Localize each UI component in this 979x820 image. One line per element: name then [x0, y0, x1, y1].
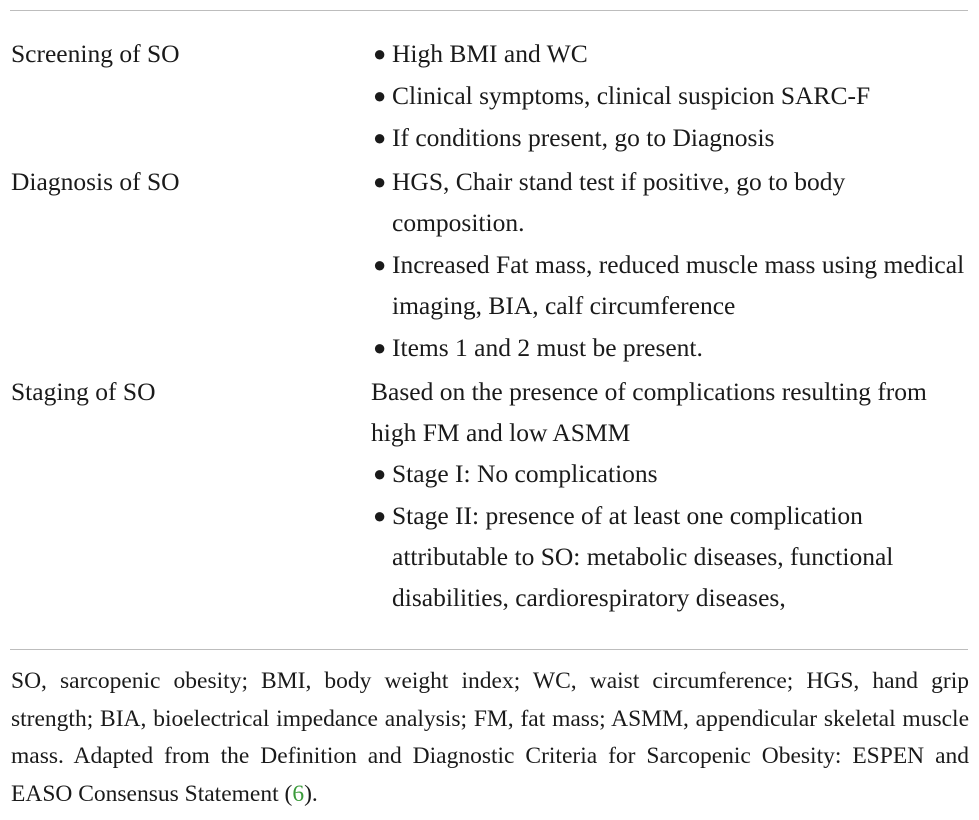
bullet-icon: ●	[373, 125, 387, 150]
list-item-text: Increased Fat mass, reduced muscle mass using medical imaging, BIA, calf circumference	[392, 250, 965, 320]
bullet-icon: ●	[373, 169, 387, 194]
row-content	[371, 161, 966, 369]
top-rule	[10, 10, 968, 11]
list-item	[371, 117, 966, 158]
row-intro-text: Based on the presence of complications resulting from high FM and low ASMM	[371, 377, 927, 447]
bullet-list	[371, 33, 966, 158]
list-item	[371, 75, 966, 116]
list-item	[371, 33, 966, 74]
list-item	[371, 453, 966, 494]
bullet-icon: ●	[373, 503, 387, 528]
table-row-staging	[11, 371, 966, 619]
table-footnote	[11, 663, 969, 813]
row-label: Staging of SO	[11, 377, 156, 406]
list-item	[371, 244, 966, 326]
row-content	[371, 371, 966, 619]
list-item-text: If conditions present, go to Diagnosis	[392, 123, 775, 152]
bottom-rule	[10, 649, 968, 650]
list-item-text: Stage II: presence of at least one complication attributable to SO: metabolic diseases, functional disabilities, cardiorespiratory diseases,	[392, 501, 894, 612]
bullet-icon: ●	[373, 335, 387, 360]
bullet-icon: ●	[373, 83, 387, 108]
list-item	[371, 161, 966, 243]
list-item-text: High BMI and WC	[392, 39, 588, 68]
list-item	[371, 327, 966, 368]
row-content	[371, 33, 966, 159]
footnote-text: SO, sarcopenic obesity; BMI, body weight index; WC, waist circumference; HGS, hand grip strength; BIA, bioelectrical impedance analysis; FM, fat mass; ASMM, appendicular skeletal muscle mass. Adapted from the Definition and Diagnostic Criteria for Sarcopenic Obesity: ESPEN and EASO Consensus Statement (	[11, 668, 969, 807]
table-row-diagnosis	[11, 161, 966, 369]
footnote-text-end: ).	[304, 780, 318, 807]
list-item-text: Stage I: No complications	[392, 459, 658, 488]
bullet-icon: ●	[373, 41, 387, 66]
list-item-text: HGS, Chair stand test if positive, go to body composition.	[392, 167, 846, 237]
list-item-text: Clinical symptoms, clinical suspicion SARC-F	[392, 81, 871, 110]
table-row-screening	[11, 33, 966, 159]
reference-link[interactable]: 6	[292, 780, 305, 807]
bullet-icon: ●	[373, 461, 387, 486]
bullet-list	[371, 453, 966, 618]
criteria-table	[11, 33, 966, 621]
row-label: Diagnosis of SO	[11, 167, 180, 196]
bullet-icon: ●	[373, 252, 387, 277]
list-item-text: Items 1 and 2 must be present.	[392, 333, 703, 362]
row-label: Screening of SO	[11, 39, 180, 68]
bullet-list	[371, 161, 966, 368]
list-item	[371, 495, 966, 618]
